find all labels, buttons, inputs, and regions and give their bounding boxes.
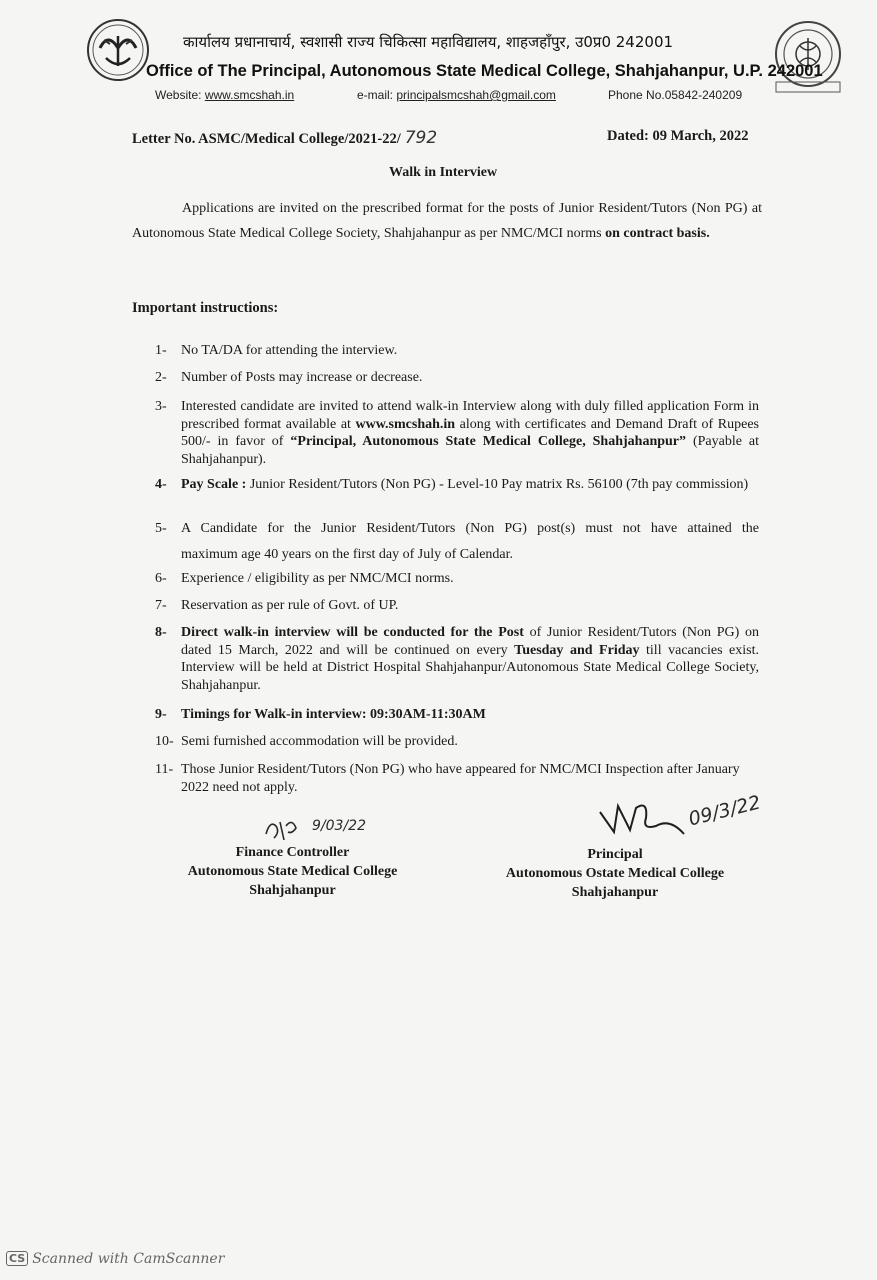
camscanner-logo-icon: CS bbox=[6, 1251, 28, 1266]
finance-controller-signature-icon bbox=[262, 812, 312, 844]
list-item-text-part: (Payable at Shahjahanpur). bbox=[181, 434, 759, 467]
list-item-text-part: A Candidate for the Junior Resident/Tutors (Non PG) post(s) must not have attained the bbox=[181, 521, 759, 536]
up-government-emblem-icon bbox=[86, 18, 150, 82]
finance-controller-block bbox=[170, 843, 415, 900]
website-reference: www.smcshah.in bbox=[355, 416, 456, 432]
instructions-heading: Important instructions: bbox=[132, 300, 279, 316]
list-item-text: Reservation as per rule of Govt. of UP. bbox=[181, 598, 399, 613]
payee-name: “Principal, Autonomous State Medical College, Shahjahanpur” bbox=[290, 434, 687, 449]
email-link[interactable]: principalsmcshah@gmail.com bbox=[396, 88, 556, 102]
list-item-text-part: along with certificates and Demand Draft of Rupees 500/- in favor of bbox=[181, 416, 759, 449]
list-item-text bbox=[181, 520, 759, 563]
list-item-number: 11- bbox=[155, 762, 174, 777]
list-item-text bbox=[181, 624, 759, 694]
email-contact bbox=[357, 88, 556, 102]
principal-place: Shahjahanpur bbox=[571, 885, 659, 900]
principal-org: Autonomous Ostate Medical College bbox=[505, 866, 725, 881]
principal-block bbox=[495, 845, 735, 902]
list-item-number: 6- bbox=[155, 571, 167, 586]
letter-number-handwritten: 792 bbox=[404, 128, 438, 148]
hindi-header-title: कार्यालय प्रधानाचार्य, स्वशासी राज्य चिकित्सा महाविद्यालय, शाहजहाँपुर, उ0प्र0 242001 bbox=[183, 33, 674, 51]
list-item-number: 3- bbox=[155, 399, 167, 414]
phone-contact: Phone No.05842-240209 bbox=[608, 88, 743, 102]
list-item-number: 2- bbox=[155, 370, 167, 385]
intro-paragraph bbox=[132, 196, 762, 246]
list-item-text: Timings for Walk-in interview: 09:30AM-11:30AM bbox=[181, 707, 486, 722]
list-item-text: Experience / eligibility as per NMC/MCI norms. bbox=[181, 571, 454, 586]
list-item-text-part: maximum age 40 years on the first day of July of Calendar. bbox=[181, 546, 514, 562]
pay-scale-label: Pay Scale : bbox=[181, 477, 247, 492]
principal-signature-icon bbox=[596, 796, 691, 844]
list-item-text-part: Junior Resident/Tutors (Non PG) - Level-10 Pay matrix Rs. 56100 (7th pay commission) bbox=[246, 477, 749, 492]
principal-role: Principal bbox=[587, 847, 643, 862]
page-title: Walk in Interview bbox=[389, 165, 498, 180]
email-label: e-mail: bbox=[357, 88, 394, 102]
list-item-text-part: till vacancies exist. Interview will be held at District Hospital Shahjahanpur/Autonomous State Medical College Society, Shahjahanpur. bbox=[181, 642, 759, 693]
finance-controller-place: Shahjahanpur bbox=[249, 883, 336, 898]
finance-controller-role: Finance Controller bbox=[235, 845, 350, 860]
finance-controller-signature-date: 9/03/22 bbox=[312, 818, 366, 834]
list-item-text: Number of Posts may increase or decrease. bbox=[181, 370, 423, 385]
list-item-number: 1- bbox=[155, 343, 167, 358]
website-label: Website: bbox=[155, 88, 202, 102]
list-item-text: Semi furnished accommodation will be provided. bbox=[181, 734, 458, 749]
list-item-text-part: Interested candidate are invited to attend walk-in Interview along with duly filled application Form in prescribed format available at bbox=[181, 399, 759, 432]
intro-text: Applications are invited on the prescribed format for the posts of Junior Resident/Tutors (Non PG) at Autonomous State Medical College Society, Shahjahanpur as per NMC/MCI norms bbox=[132, 201, 762, 241]
english-header-title: Office of The Principal, Autonomous State Medical College, Shahjahanpur, U.P. 242001 bbox=[146, 62, 823, 80]
list-item-text: No TA/DA for attending the interview. bbox=[181, 343, 398, 358]
list-item-number: 5- bbox=[155, 521, 167, 536]
letter-number bbox=[132, 128, 437, 148]
college-seal-icon bbox=[772, 20, 844, 96]
list-item-text: Those Junior Resident/Tutors (Non PG) who have appeared for NMC/MCI Inspection after January 2022 need not apply. bbox=[181, 762, 740, 795]
list-item-number: 8- bbox=[155, 625, 167, 640]
interview-days: Tuesday and Friday bbox=[514, 642, 640, 658]
list-item-text bbox=[181, 398, 759, 468]
list-item-number: 10- bbox=[155, 734, 174, 749]
intro-bold-text: on contract basis. bbox=[605, 226, 710, 241]
list-item-bold-text: Direct walk-in interview will be conducted for the Post bbox=[181, 625, 524, 640]
website-contact bbox=[155, 88, 294, 102]
list-item-number: 9- bbox=[155, 707, 167, 722]
website-link[interactable]: www.smcshah.in bbox=[204, 88, 295, 102]
list-item-text bbox=[181, 476, 759, 494]
finance-controller-org: Autonomous State Medical College bbox=[187, 864, 398, 879]
letter-number-text: Letter No. ASMC/Medical College/2021-22/ bbox=[132, 131, 401, 147]
list-item-number: 4- bbox=[155, 477, 167, 492]
list-item-number: 7- bbox=[155, 598, 167, 613]
camscanner-text: Scanned with CamScanner bbox=[32, 1251, 225, 1267]
letter-date: Dated: 09 March, 2022 bbox=[607, 128, 749, 144]
principal-signature-date: 09/3/22 bbox=[686, 791, 763, 831]
camscanner-footer bbox=[6, 1251, 224, 1267]
list-item-text-part: of Junior Resident/Tutors (Non PG) on dated 15 March, 2022 and will be continued on every bbox=[181, 625, 759, 658]
